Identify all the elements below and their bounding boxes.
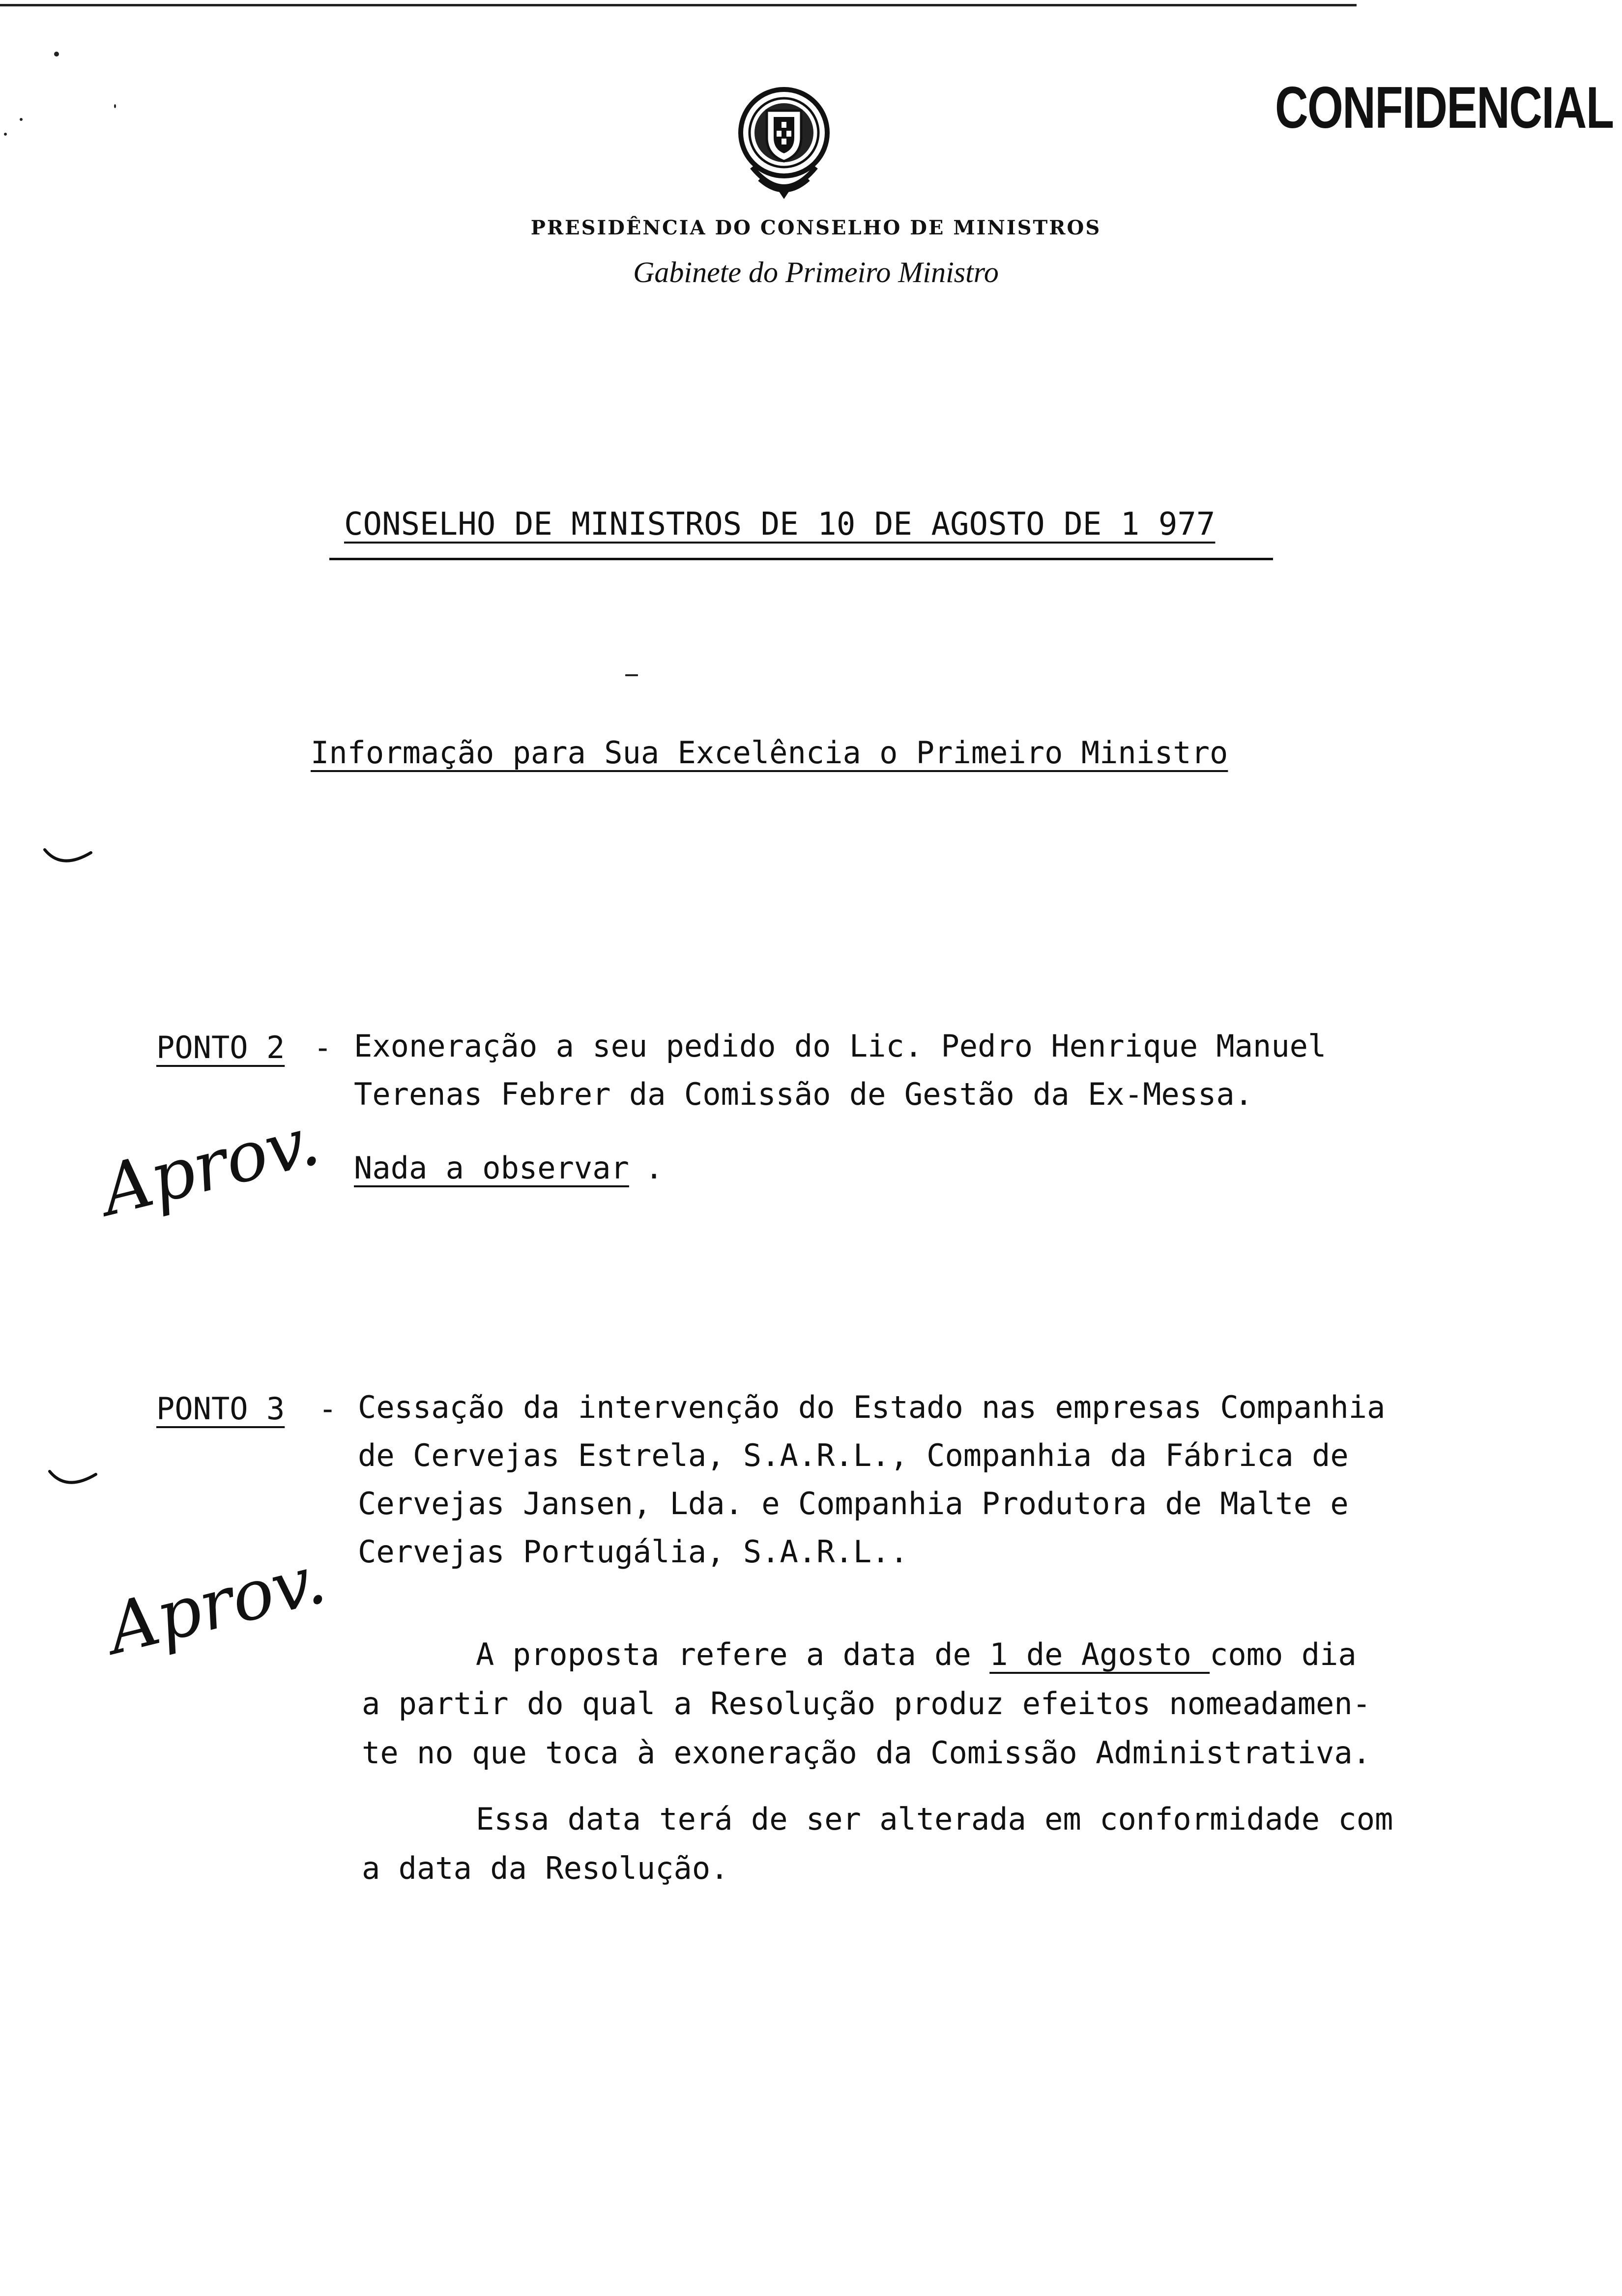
ponto-2-text	[354, 1022, 1484, 1119]
confidential-stamp: CONFIDENCIAL	[1275, 75, 1614, 141]
scan-speck	[20, 118, 23, 121]
ponto-3-para-1-start: A proposta refere a data de	[476, 1636, 990, 1672]
ponto-2-note-end: .	[645, 1150, 664, 1186]
ponto-2-dash: -	[314, 1030, 332, 1065]
ponto-3-label: PONTO 3	[156, 1391, 285, 1427]
scan-speck	[114, 104, 116, 108]
ponto-3-line-2: de Cervejas Estrela, S.A.R.L., Companhia da Fábrica de	[358, 1437, 1349, 1473]
ponto-3-date: 1 de Agosto	[989, 1636, 1210, 1672]
ponto-3-line-4: Cervejas Portugália, S.A.R.L..	[358, 1534, 908, 1570]
page-title: CONSELHO DE MINISTROS DE 10 DE AGOSTO DE 1 977	[344, 506, 1216, 543]
scan-speck	[625, 674, 638, 676]
ponto-3-paragraph-1-line-2: a partir do qual a Resolução produz efeitos nomeadamen-	[362, 1686, 1371, 1722]
ponto-2-line-1: Exoneração a seu pedido do Lic. Pedro Henrique Manuel	[354, 1028, 1327, 1064]
ponto-3-paragraph-1-line-3: te no que toca à exoneração da Comissão Administrativa.	[362, 1735, 1371, 1771]
ponto-3-dash: -	[319, 1391, 337, 1427]
ponto-3-handwritten-text: Aprov.	[99, 1539, 333, 1670]
ponto-3-para-1-end: como dia	[1210, 1636, 1357, 1672]
ponto-2-note: Nada a observar	[354, 1150, 629, 1186]
ponto-3-paragraph-2-line-2: a data da Resolução.	[362, 1850, 729, 1886]
ponto-3-handwritten-approval	[99, 1539, 333, 1676]
title-rule	[329, 558, 1273, 560]
scan-speck	[4, 133, 7, 136]
ponto-3-paragraph-2-line-1: Essa data terá de ser alterada em conformidade com	[476, 1801, 1393, 1837]
scan-speck	[54, 52, 59, 57]
ponto-2-handwritten-approval	[93, 1100, 327, 1238]
ponto-2-label: PONTO 2	[156, 1030, 285, 1065]
ponto-2-handwritten-text: Aprov.	[93, 1100, 327, 1232]
ponto-2-line-2: Terenas Febrer da Comissão de Gestão da Ex-Messa.	[354, 1076, 1253, 1112]
scan-edge-line	[0, 4, 1357, 6]
page-subtitle: Informação para Sua Excelência o Primeiro Ministro	[311, 735, 1228, 771]
margin-tick-mark-icon	[42, 843, 96, 872]
ponto-3-line-1: Cessação da intervenção do Estado nas empresas Companhia	[358, 1389, 1386, 1425]
ponto-3-text	[358, 1383, 1488, 1576]
letterhead-gabinete: Gabinete do Primeiro Ministro	[633, 256, 999, 288]
ponto-3-line-3: Cervejas Jansen, Lda. e Companhia Produtora de Malte e	[358, 1486, 1349, 1521]
portugal-coat-of-arms-icon	[732, 84, 836, 206]
ponto-3-paragraph-1-line-1	[476, 1636, 1357, 1672]
margin-tick-mark-icon	[47, 1464, 101, 1494]
letterhead-presidencia: PRESIDÊNCIA DO CONSELHO DE MINISTROS	[530, 216, 1101, 239]
